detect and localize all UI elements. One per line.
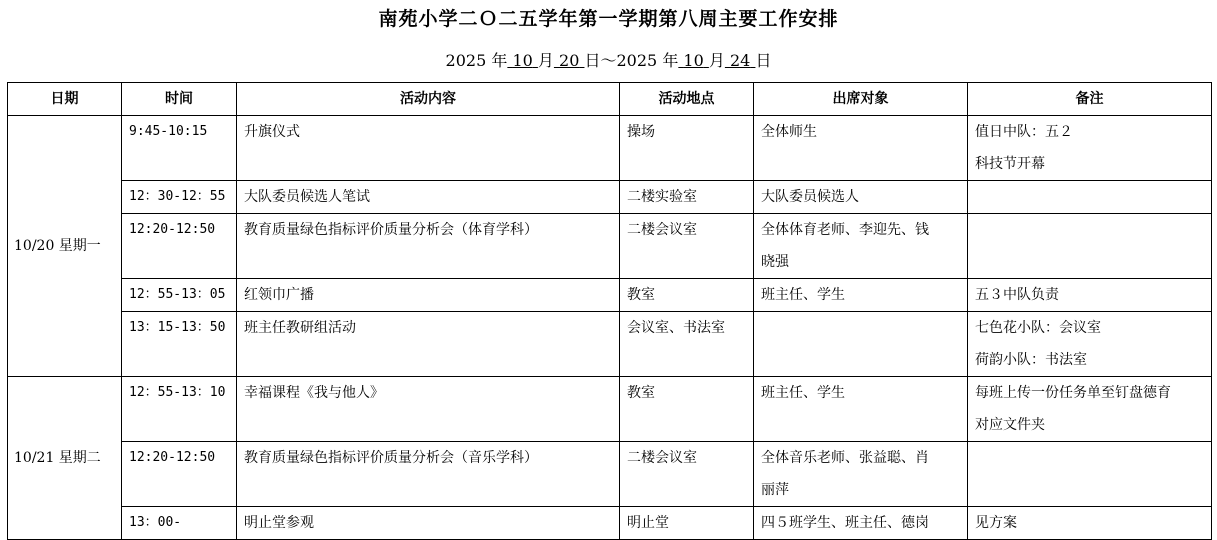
notes-line: 见方案 <box>975 515 1017 531</box>
start-month: 10 <box>512 51 533 70</box>
location-cell: 二楼实验室 <box>620 181 754 214</box>
start-year: 2025 <box>445 51 487 70</box>
attendees-line: 大队委员候选人 <box>761 189 859 205</box>
table-row <box>8 312 1212 377</box>
time-cell: 12：30-12：55 <box>122 181 237 214</box>
attendees-cell <box>754 507 968 540</box>
header-row <box>8 83 1212 116</box>
attendees-cell <box>754 377 968 442</box>
notes-cell <box>968 312 1212 377</box>
range-separator: ～ <box>600 51 617 70</box>
content-cell: 教育质量绿色指标评价质量分析会（体育学科） <box>237 214 620 279</box>
content-cell: 明止堂参观 <box>237 507 620 540</box>
location-cell: 教室 <box>620 377 754 442</box>
table-row <box>8 377 1212 442</box>
time-cell: 12：55-13：10 <box>122 377 237 442</box>
content-cell: 幸福课程《我与他人》 <box>237 377 620 442</box>
year-char-2: 年 <box>662 51 679 70</box>
table-row <box>8 507 1212 540</box>
notes-cell <box>968 377 1212 442</box>
notes-line: 五３中队负责 <box>975 287 1059 303</box>
start-day: 20 <box>559 51 580 70</box>
attendees-cell <box>754 279 968 312</box>
table-row <box>8 181 1212 214</box>
attendees-line: 全体师生 <box>761 124 817 140</box>
time-cell: 12：55-13：05 <box>122 279 237 312</box>
year-char: 年 <box>491 51 508 70</box>
content-cell: 升旗仪式 <box>237 116 620 181</box>
notes-line: 值日中队：五２ <box>975 124 1073 140</box>
notes-line: 科技节开幕 <box>975 156 1045 172</box>
table-row <box>8 116 1212 181</box>
attendees-line: 全体音乐老师、张益聪、肖 <box>761 450 929 466</box>
attendees-line: 班主任、学生 <box>761 385 845 401</box>
month-char-2: 月 <box>708 51 725 70</box>
time-cell: 12:20-12:50 <box>122 214 237 279</box>
notes-line: 对应文件夹 <box>975 417 1045 433</box>
day-cell: 10/20 星期一 <box>8 116 122 377</box>
attendees-cell <box>754 116 968 181</box>
notes-line: 七色花小队：会议室 <box>975 320 1101 336</box>
end-month: 10 <box>683 51 704 70</box>
end-year: 2025 <box>616 51 658 70</box>
location-cell: 二楼会议室 <box>620 442 754 507</box>
end-day: 24 <box>729 51 751 70</box>
attendees-line: 班主任、学生 <box>761 287 845 303</box>
header-content: 活动内容 <box>237 83 620 116</box>
content-cell: 教育质量绿色指标评价质量分析会（音乐学科） <box>237 442 620 507</box>
date-range <box>0 49 1217 73</box>
day-char: 日 <box>584 51 601 70</box>
notes-cell <box>968 116 1212 181</box>
location-cell: 教室 <box>620 279 754 312</box>
notes-cell <box>968 507 1212 540</box>
time-cell: 12:20-12:50 <box>122 442 237 507</box>
day-cell: 10/21 星期二 <box>8 377 122 540</box>
day-char-2: 日 <box>755 51 772 70</box>
attendees-line: 丽萍 <box>761 482 789 498</box>
table-row <box>8 442 1212 507</box>
location-cell: 会议室、书法室 <box>620 312 754 377</box>
content-cell: 大队委员候选人笔试 <box>237 181 620 214</box>
content-cell: 班主任教研组活动 <box>237 312 620 377</box>
header-location: 活动地点 <box>620 83 754 116</box>
attendees-cell <box>754 312 968 377</box>
attendees-line: 全体体育老师、李迎先、钱 <box>761 222 929 238</box>
table-row <box>8 214 1212 279</box>
attendees-cell <box>754 181 968 214</box>
page-title: 南苑小学二Ｏ二五学年第一学期第八周主要工作安排 <box>378 8 839 30</box>
notes-cell <box>968 214 1212 279</box>
attendees-cell <box>754 214 968 279</box>
location-cell: 操场 <box>620 116 754 181</box>
attendees-line: 四５班学生、班主任、德岗 <box>761 515 929 531</box>
month-char: 月 <box>537 51 554 70</box>
notes-cell <box>968 279 1212 312</box>
attendees-line: 晓强 <box>761 254 789 270</box>
header-attendees: 出席对象 <box>754 83 968 116</box>
time-cell: 9:45-10:15 <box>122 116 237 181</box>
notes-cell <box>968 181 1212 214</box>
time-cell: 13：00- <box>122 507 237 540</box>
content-cell: 红领巾广播 <box>237 279 620 312</box>
schedule-body <box>8 116 1212 540</box>
header-notes: 备注 <box>968 83 1212 116</box>
time-cell: 13：15-13：50 <box>122 312 237 377</box>
location-cell: 二楼会议室 <box>620 214 754 279</box>
header-time: 时间 <box>122 83 237 116</box>
header-date: 日期 <box>8 83 122 116</box>
table-row <box>8 279 1212 312</box>
attendees-cell <box>754 442 968 507</box>
schedule-table <box>7 82 1212 540</box>
notes-line: 每班上传一份任务单至钉盘德育 <box>975 385 1171 401</box>
notes-cell <box>968 442 1212 507</box>
location-cell: 明止堂 <box>620 507 754 540</box>
notes-line: 荷韵小队：书法室 <box>975 352 1087 368</box>
